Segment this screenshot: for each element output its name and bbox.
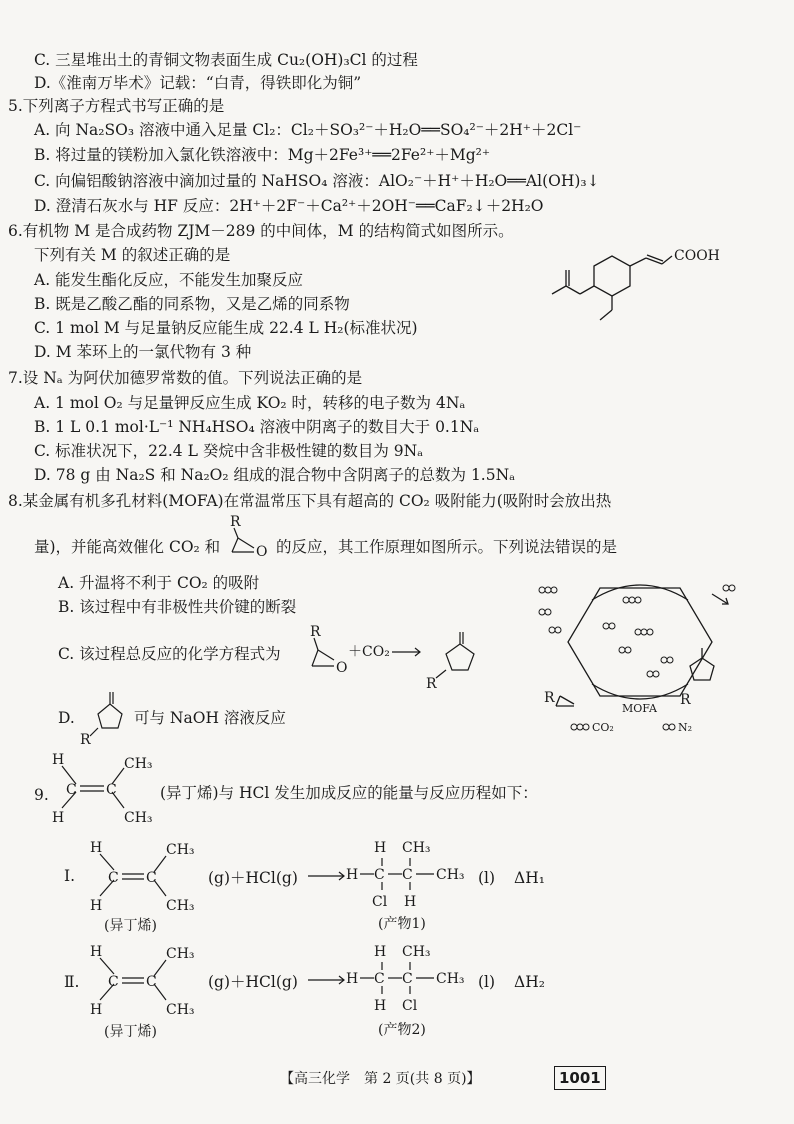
q6-option-d: D. M 苯环上的一氯代物有 3 种 <box>34 343 252 361</box>
q6-stem: 6.有机物 M 是合成药物 ZJM－289 的中间体，M 的结构简式如图所示。 <box>8 222 514 240</box>
svg-text:CH₃: CH₃ <box>402 944 431 960</box>
svg-text:R: R <box>80 732 91 748</box>
svg-text:C: C <box>146 974 157 990</box>
svg-text:C: C <box>106 782 117 798</box>
svg-text:R: R <box>230 514 241 530</box>
q5-option-a: A. 向 Na₂SO₃ 溶液中通入足量 Cl₂：Cl₂＋SO₃²⁻＋H₂O══SO₄²⁻＋2H⁺＋2Cl⁻ <box>34 121 582 139</box>
svg-text:R: R <box>680 692 691 708</box>
q6-structure-diagram <box>528 238 720 338</box>
q5-option-c: C. 向偏铝酸钠溶液中滴加过量的 NaHSO₄ 溶液：AlO₂⁻＋H⁺＋H₂O══Al(OH)₃↓ <box>34 172 600 190</box>
q5-stem: 5.下列离子方程式书写正确的是 <box>8 97 225 115</box>
q9-reaction-1-label: Ⅰ. <box>64 867 76 885</box>
q6-cooh-label: COOH <box>674 248 720 264</box>
svg-text:Cl: Cl <box>372 894 388 910</box>
q7-option-b: B. 1 L 0.1 mol·L⁻¹ NH₄HSO₄ 溶液中阴离子的数目大于 0.1Nₐ <box>34 418 480 436</box>
q8-option-b: B. 该过程中有非极性共价键的断裂 <box>58 598 297 616</box>
q9-reaction-1-isobutene <box>86 832 212 932</box>
svg-text:H: H <box>374 840 387 856</box>
q9-number: 9. <box>34 786 49 804</box>
q9-reaction-2-label: Ⅱ. <box>64 973 80 991</box>
svg-text:C: C <box>66 782 77 798</box>
svg-text:C: C <box>108 870 119 886</box>
q6-option-c: C. 1 mol M 与足量钠反应能生成 22.4 L H₂(标准状况) <box>34 319 418 337</box>
svg-text:R: R <box>544 690 555 706</box>
q8-mofa-label: MOFA <box>622 702 657 715</box>
q8-mofa-diagram <box>530 570 760 740</box>
q5-option-b: B. 将过量的镁粉加入氯化铁溶液中：Mg＋2Fe³⁺══2Fe²⁺＋Mg²⁺ <box>34 146 491 164</box>
q7-option-c: C. 标准状况下，22.4 L 癸烷中含非极性键的数目为 9Nₐ <box>34 442 424 460</box>
q9-reaction-2-state: (l) <box>478 973 496 991</box>
q4-option-c: C. 三星堆出土的青铜文物表面生成 Cu₂(OH)₃Cl 的过程 <box>34 51 418 69</box>
svg-text:C: C <box>108 974 119 990</box>
svg-text:R: R <box>310 624 321 640</box>
svg-text:Cl: Cl <box>402 998 418 1014</box>
svg-text:H: H <box>90 898 103 914</box>
q9-reaction-2-reagent: (g)＋HCl(g) <box>208 973 298 991</box>
q8-epoxide-inline <box>214 514 274 560</box>
q7-option-d: D. 78 g 由 Na₂S 和 Na₂O₂ 组成的混合物中含阴离子的总数为 1.5Nₐ <box>34 466 516 484</box>
q9-product-1-label: (产物1) <box>378 916 426 932</box>
q9-reaction-1-reagent: (g)＋HCl(g) <box>208 869 298 887</box>
svg-text:H: H <box>90 1002 103 1018</box>
q8-option-d-prefix: D. <box>58 709 75 727</box>
q8-c-equation-co2: ＋CO₂ <box>348 644 390 660</box>
q8-option-a: A. 升温将不利于 CO₂ 的吸附 <box>58 574 260 592</box>
q6-stem-2: 下列有关 M 的叙述正确的是 <box>34 246 231 264</box>
svg-text:R: R <box>426 676 437 692</box>
svg-text:CH₃: CH₃ <box>166 898 195 914</box>
svg-text:CH₃: CH₃ <box>402 840 431 856</box>
svg-text:H: H <box>346 867 359 883</box>
svg-text:C: C <box>374 867 385 883</box>
svg-text:CH₃: CH₃ <box>166 946 195 962</box>
q6-option-a: A. 能发生酯化反应，不能发生加聚反应 <box>34 271 304 289</box>
q9-delta-h2: ΔH₂ <box>514 973 545 991</box>
q8-legend-co2: CO₂ <box>592 721 614 734</box>
svg-text:H: H <box>374 998 387 1014</box>
svg-text:C: C <box>402 867 413 883</box>
q8-stem-2b: 的反应，其工作原理如图所示。下列说法错误的是 <box>276 538 618 556</box>
q7-stem: 7.设 Nₐ 为阿伏加德罗常数的值。下列说法正确的是 <box>8 369 363 387</box>
svg-text:H: H <box>90 840 103 856</box>
svg-text:CH₃: CH₃ <box>124 756 153 772</box>
q5-option-d: D. 澄清石灰水与 HF 反应：2H⁺＋2F⁻＋Ca²⁺＋2OH⁻══CaF₂↓＋2H₂O <box>34 197 544 215</box>
svg-text:CH₃: CH₃ <box>436 971 465 987</box>
svg-text:CH₃: CH₃ <box>166 842 195 858</box>
svg-text:H: H <box>52 752 65 768</box>
svg-text:H: H <box>346 971 359 987</box>
svg-text:C: C <box>402 971 413 987</box>
q9-reaction-2-isobutene <box>86 936 212 1040</box>
q9-product-2-label: (产物2) <box>378 1022 426 1038</box>
svg-text:O: O <box>336 660 348 676</box>
q4-option-d: D.《淮南万毕术》记载：“白青，得铁即化为铜” <box>34 74 362 92</box>
q8-option-c: C. 该过程总反应的化学方程式为 <box>58 645 281 663</box>
q9-reaction-2-arrow <box>306 970 348 990</box>
q8-stem-1: 8.某金属有机多孔材料(MOFA)在常温常压下具有超高的 CO₂ 吸附能力(吸附时会放出热 <box>8 492 612 510</box>
q7-option-a: A. 1 mol O₂ 与足量钾反应生成 KO₂ 时，转移的电子数为 4Nₐ <box>34 394 466 412</box>
svg-text:C: C <box>146 870 157 886</box>
q8-stem-2a: 量)，并能高效催化 CO₂ 和 <box>34 538 221 556</box>
q9-isobutene-label-1: (异丁烯) <box>104 918 157 934</box>
svg-text:CH₃: CH₃ <box>436 867 465 883</box>
svg-text:O: O <box>256 544 268 560</box>
svg-text:H: H <box>52 810 65 826</box>
page-footer: 【高三化学 第 2 页(共 8 页)】 <box>280 1071 481 1087</box>
svg-text:H: H <box>404 894 417 910</box>
q9-isobutene-stem-structure <box>48 746 168 830</box>
q9-product-1-structure <box>344 828 474 934</box>
q8-option-d-structure <box>78 686 134 746</box>
q8-legend-n2: N₂ <box>678 721 693 734</box>
q9-isobutene-label-2: (异丁烯) <box>104 1024 157 1040</box>
svg-text:H: H <box>374 944 387 960</box>
q9-delta-h1: ΔH₁ <box>514 869 545 887</box>
q8-option-c-equation <box>296 624 556 692</box>
q6-option-b: B. 既是乙酸乙酯的同系物，又是乙烯的同系物 <box>34 295 350 313</box>
svg-text:CH₃: CH₃ <box>166 1002 195 1018</box>
svg-text:H: H <box>90 944 103 960</box>
q8-option-d: 可与 NaOH 溶液反应 <box>134 709 286 727</box>
q9-reaction-1-arrow <box>306 866 348 886</box>
q9-stem: (异丁烯)与 HCl 发生加成反应的能量与反应历程如下： <box>160 784 538 802</box>
q9-reaction-1-state: (l) <box>478 869 496 887</box>
svg-text:C: C <box>374 971 385 987</box>
exam-code-badge: 1001 <box>554 1066 606 1090</box>
q9-product-2-structure <box>344 932 474 1040</box>
svg-text:CH₃: CH₃ <box>124 810 153 826</box>
